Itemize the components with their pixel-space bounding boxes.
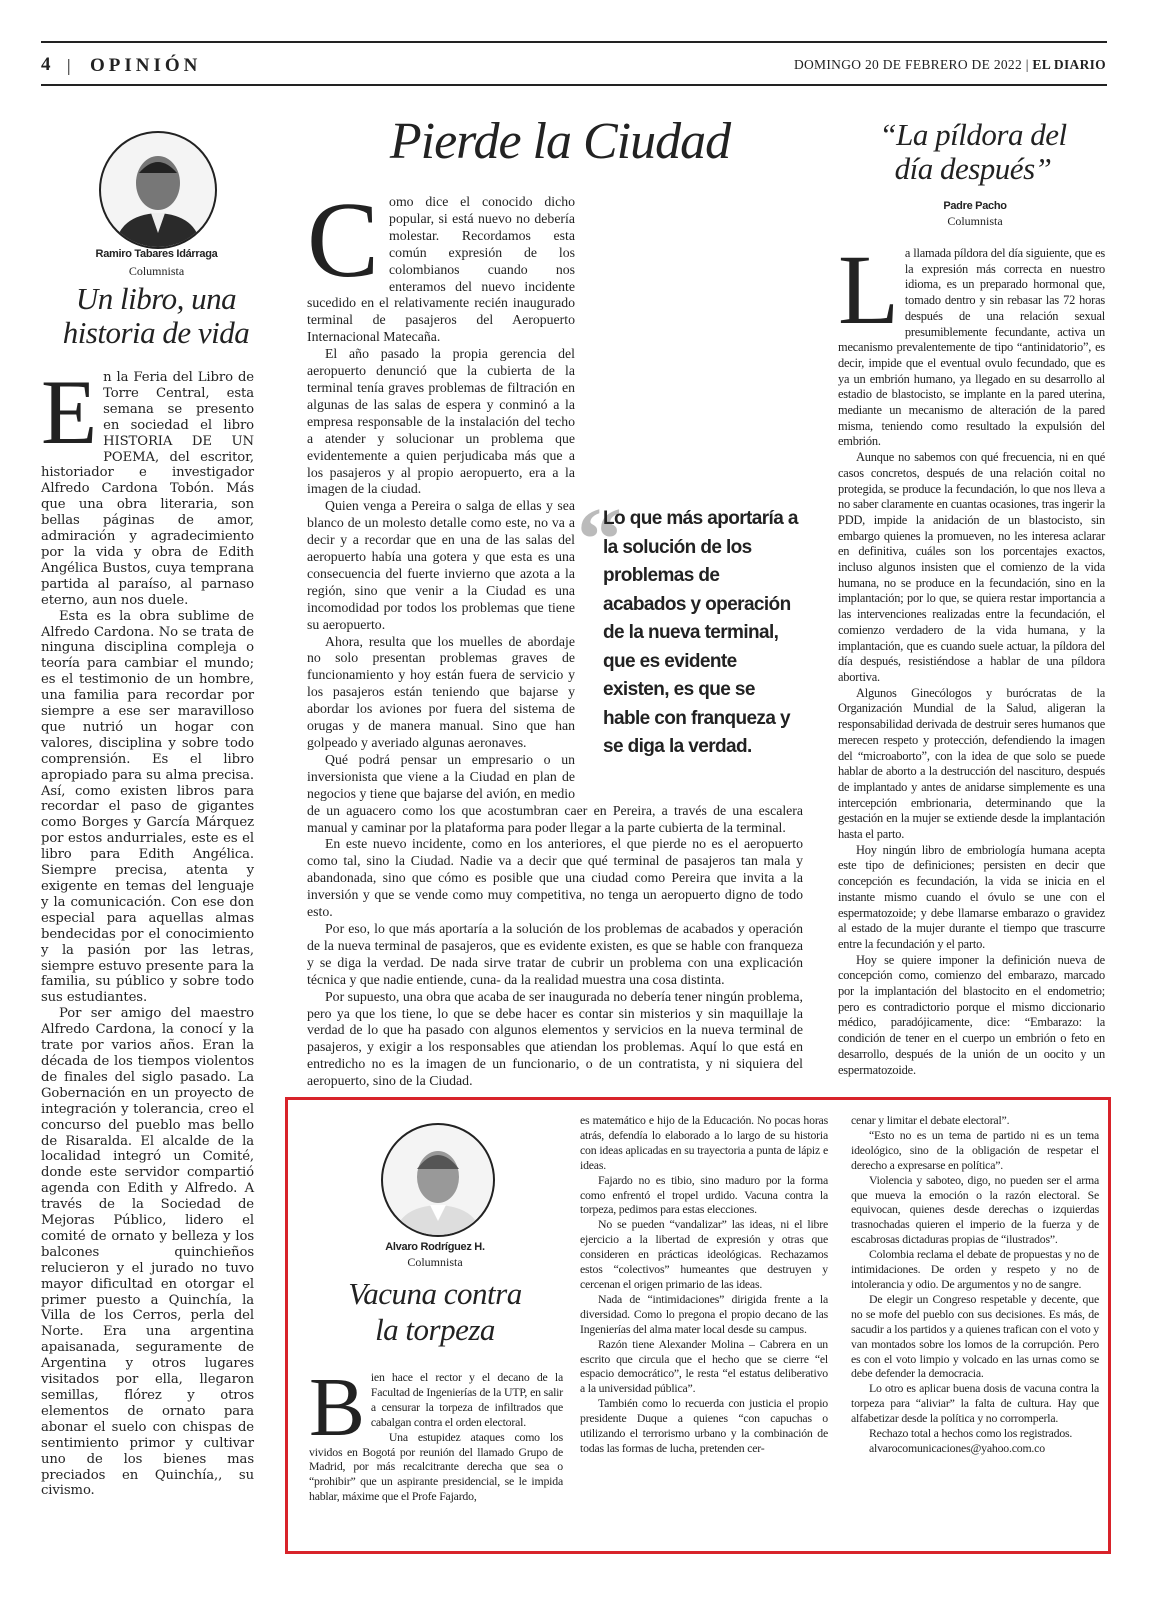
paragraph: Algunos Ginecólogos y burócratas de la Organización Mundial de la Salud, aligeran la responsabilidad derivada de destruir seres humanos que merecen respeto y protección, defendiendo la imagen del “microaborto”, con la idea de que solo se puede hablar de aborto a la destrucción del nascituro, después de implantado y antes de anidarse simplemente es una intercepción embrionaria, determinando que la gestación en la mujer se extiende desde la implantación hasta el parto.	[838, 685, 1105, 842]
pull-quote-text: Lo que más aportaría a la solución de los problemas de acabados y operación de la nueva terminal, que es evidente existen, es que se hable con franqueza y se diga la verdad.	[603, 508, 798, 757]
editorial-title: Pierde la Ciudad	[389, 113, 731, 170]
paragraph: Aunque no sabemos con qué frecuencia, ni en qué casos concretos, después de una relación coital no protegida, se produce la fecundación, lo que nos lleva a no saber claramente en cuantas ocasiones, tras ingerir la PDD, impide la anidación de un blastocisto, sin embargo quienes la promueven, no les interesa aclarar en definitiva, cuáles son los porcentajes exactos, incluso algunos insisten que el comienzo de la vida humana, no se produce en la fecundación, sino en la implantación; por lo que, se quiera restar importancia a las intervenciones realizadas entre la fecundación, el comienzo verdadero de la vida humana, y la implantación, que es cuando suele actuar, la píldora del día después, resistiéndose a hablar de una píldora abortiva.	[838, 450, 1105, 684]
drop-cap: E	[41, 361, 98, 463]
column-title-line2: historia de vida	[62, 315, 250, 350]
paragraph: En la Feria del Libro de Torre Central, esta semana se presento en sociedad el libro HISTORIA DE UN POEMA, del escritor, historiador e investigador Alfredo Cardona Tobón. Más que una obra literaria, son bellas páginas de amor, admiración y agradecimiento por la vida y obra de Edith Angélica Bustos, cuya temprana partida al paraíso, al parnaso eterno, aun nos duele.	[41, 361, 254, 608]
paragraph: Colombia reclama el debate de propuestas y no de intimidaciones. De orden y respeto y no de intolerancia y odio. De argumentos y no de sangre.	[851, 1247, 1099, 1291]
right-author-role: Columnista	[947, 214, 1003, 228]
paragraph: Nada de “intimidaciones” dirigida frente a la diversidad. Como lo pregona el propio decano de las Ingenierías del alma mater local desde su campus.	[580, 1291, 828, 1336]
paragraph: El año pasado la propia gerencia del aeropuerto denunció que la cubierta de la terminal tenía graves problemas de filtración en algunas de las salas de espera y conminó a la empresa responsable de la instalación del techo a atender y solucionar un problema que evidentemente a quien perjudicaba más que a los pasajeros y al propio aeropuerto, era a la imagen de la ciudad.	[307, 346, 575, 497]
right-column-title	[848, 118, 1098, 186]
quote-mark-icon: “	[577, 490, 622, 589]
paragraph: Esta es la obra sublime de Alfredo Cardona. No se trata de ninguna disciplina compleja o teoría para cambiar el mundo; es el testimonio de un hombre, una familia para recordar por siempre a ese ser maravilloso que nutrió un hogar con valores, disciplina y sobre todo comprensión. Es el libro apropiado para su alma precisa. Así, como existen libros para recordar el paso de gigantes como Borges y García Márquez por estos andurriales, este es el libro para Edith Angélica. Siempre precisa, atenta y exigente en temas del lenguaje y la comunicación. Con ese don especial para aquellas almas bendecidas por el conocimiento y la pasión por las letras, siempre estuvo presente para la familia, su público y sobre todo sus estudiantes.	[41, 608, 254, 1006]
paragraph: Fajardo no es tibio, sino maduro por la forma como enfrentó el tropel urdido. Vacuna contra la torpeza, pedimos para estas elecciones.	[580, 1172, 828, 1217]
boxed-author-role: Columnista	[407, 1255, 463, 1269]
top-rule	[41, 41, 1107, 43]
paragraph: Qué podrá pensar un empresario o un inversionista que viene a la Ciudad en plan de negocios y tiene que bajarse del avión, en medio de un aguacero como los que acostumbran caer en Pereira, a través de una escalera manual y caminar por la plataforma para poder llegar a la parte cubierta de la terminal.	[307, 751, 803, 835]
boxed-title-line1: Vacuna contra	[348, 1276, 522, 1311]
email-link[interactable]: alvarocomunicaciones@yahoo.com.co	[869, 1440, 1045, 1455]
boxed-author-name: Alvaro Rodríguez H.	[385, 1241, 485, 1253]
paragraph: Por eso, lo que más aportaría a la solución de los problemas de acabados y operación de la nueva terminal de pasajeros, que es evidente existen, es que se hable con franqueza y se diga la verdad. De nada sirve tratar de cubrir un problema con una explicación técnica y que nadie entiende, cuna- da la realidad muestra una cosa distinta.	[307, 920, 803, 987]
column-title	[40, 282, 272, 350]
right-title-line1: “La píldora del	[879, 117, 1067, 152]
paragraph: Bien hace el rector y el decano de la Facultad de Ingenierías de la UTP, en salir a censurar la torpeza de infiltrados que cabalgan contra el orden electoral.	[309, 1361, 563, 1454]
column-body	[41, 361, 254, 1499]
paragraph: De elegir un Congreso respetable y decente, que no se mofe del pueblo con sus decisiones. Es más, de sacudir a los partidos y a quienes trafican con el voto y van montados sobre los lomos de la corrupción. Pero es con el voto limpio y volcado en las urnas como se debe defender la democracia.	[851, 1291, 1099, 1381]
author-role: Columnista	[128, 264, 185, 278]
paragraph: Lo otro es aplicar buena dosis de vacuna contra la torpeza para “aliviar” la falta de cultura. Hay que alfabetizar desde la política y no corromperla.	[851, 1381, 1099, 1426]
column-title-line1: Un libro, una	[75, 281, 237, 316]
paragraph: Violencia y saboteo, digo, no pueden ser el arma que mueva la emoción o la razón electoral. Se equivocan, quienes desde derechas o izquierdas trasnochadas quieren el imperio de la fuerza y de escabrosas dictaduras propias de “ilustrados”.	[851, 1172, 1099, 1247]
paragraph: Por supuesto, una obra que acaba de ser inaugurada no debería tener ningún problema, pero ya que los tiene, lo que se debe hacer es contar sin misterios y sin maquillaje la verdad de lo que ha pasado con algunos elementos y servicios en la nueva terminal de pasajeros, y exigir a los responsables que atiendan los problemas. Aquí lo que está en entredicho no es la imagen de un funcionario, o de un contratista, y ni siquiera del aeropuerto, sino de la Ciudad.	[307, 988, 803, 1089]
right-column-body	[838, 234, 1105, 1078]
drop-cap: B	[309, 1361, 365, 1454]
boxed-col2	[580, 1113, 828, 1456]
paragraph: cenar y limitar el debate electoral”.	[851, 1113, 1010, 1127]
paragraph: Rechazo total a hechos como los registrados.	[869, 1426, 1073, 1441]
paragraph: Hoy ningún libro de embriología humana acepta este tipo de definiciones; persisten en decir que concepción es fecundación, la vida se inicia en el instante mismo cuando el óvulo se une con el espermatozoide; y debe llamarse embarazo o gravidez al estado de la mujer durante el tiempo que trascurre entre la fecundación y el parto.	[838, 842, 1105, 951]
header-bottom-rule	[41, 84, 1107, 86]
header-date: DOMINGO 20 DE FEBRERO DE 2022 | EL DIARIO	[793, 57, 1106, 72]
section-name: OPINIÓN	[90, 55, 202, 76]
paragraph: En este nuevo incidente, como en los anteriores, el que pierde no es el aeropuerto como tal, sino la Ciudad. Nadie va a decir que qué terminal de pasajeros tan mala y abandonada, sino que cómo es posible que una ciudad como Pereira que invita a la inversión y que se vende como muy competitiva, no tenga un aeropuerto digno de todo esto.	[307, 836, 803, 920]
header-separator: |	[66, 56, 72, 75]
paragraph: Quien venga a Pereira o salga de ellas y sea blanco de un molesto detalle como este, no va a decir y a recordar que en una de las salas del aeropuerto había una gotera y que esta es una consecuencia del fuerte invierno que azota a la región, sino que venir a la Ciudad es una incomodidad por todos los problemas que tiene su aeropuerto.	[307, 498, 575, 632]
paragraph: Una estupidez ataques como los vividos en Bogotá por reunión del llamado Grupo de Madrid, por más recalcitrante derecha que sea o “prohibir” que un aspirante presidencial, se le impida hablar, máxime que el Profe Fajardo,	[309, 1429, 563, 1504]
paragraph: Razón tiene Alexander Molina – Cabrera en un escrito que circula que el hecho que se cierre “el espacio democrático”, le resta “el estatus deliberativo a la universidad pública”.	[580, 1336, 828, 1396]
paragraph: Hoy se quiere imponer la definición nueva de concepción como, comienzo del embarazo, marcado por la implantación del blastocito en el endometrio; pero es contradictorio porque el mismo diccionario médico, paradójicamente, dice: “Embarazo: la condición de tener en el cuerpo un embrión o feto en desarrollo, después de la unión de un oocito y un espermatozoide.	[838, 952, 1105, 1077]
date-text: DOMINGO 20 DE FEBRERO DE 2022	[793, 57, 1023, 72]
right-author-name: Padre Pacho	[943, 200, 1007, 212]
drop-cap: L	[838, 234, 899, 345]
paragraph: Por ser amigo del maestro Alfredo Cardona, la conocí y la trate por varios años. Eran la década de los tiempos violentos de finales del siglo pasado. La Gobernación en un proyecto de integración y tolerancia, creo el concurso del pueblo mas bello de Risaralda. El alcalde de la localidad integró un Comité, donde este servidor compartió agenda con Edith y Alfredo. A través de la Sociedad de Mejoras Público, lidero el comité de ornato y belleza y los balcones quinchieños relucieron y el jurado no tuvo mayor dificultad en otorgar el primer puesto a Quinchía, la Villa de los Cerros, perla del Norte. Era una argentina apaisanada, seguramente de Argentina y otros lugares visitados por ella, llegaron semillas, flórez y otros elementos de ornato para abonar el suelo con chispas de sentimiento primor y cultivar uno de los bienes mas preciados en Quinchía,, su civismo.	[41, 1006, 254, 1499]
newspaper-name: EL DIARIO	[1032, 57, 1106, 72]
portrait-icon	[101, 133, 215, 247]
author-photo-avatar	[99, 131, 217, 249]
boxed-title-line2: la torpeza	[375, 1312, 495, 1347]
paragraph: es matemático e hijo de la Educación. No pocas horas atrás, defendía lo elaborado a lo largo de su historia con ideas aplicadas en su trayectoria a punta de lápiz e ideas.	[580, 1113, 828, 1172]
right-title-line2: día después”	[894, 151, 1052, 186]
paragraph: También como lo recuerda con justicia el propio presidente Duque a quienes “con capuchas o utilizando el terrorismo urbano y la combinación de todas las formas de lucha, pretenden cer-	[580, 1396, 828, 1455]
page-number: 4	[41, 54, 52, 75]
paragraph: Como dice el conocido dicho popular, si está nuevo no debería molestar. Recordamos esta común expresión de los colombianos cuando nos enteramos del nuevo incidente sucedido en el relativamente recién inaugurado terminal de pasajeros del Aeropuerto Internacional Matecaña.	[307, 181, 575, 345]
drop-cap: C	[307, 181, 380, 300]
paragraph: La llamada píldora del día siguiente, que es la expresión más correcta en nuestro idioma, es un preparado hormonal que, tomado dentro y sin rebasar las 72 horas después de una relación sexual presumiblemente fecundante, activa un mecanismo prevalentemente de tipo “antinidatorio”, es decir, impide que el eventual ovulo fecundado, que es ya un embrión humano, ya llegado en su desarrollo al estadio de blastocisto, se implante en la pared uterina, mediante un mecanismo de alteración de la pared misma, teniendo como resultado la expulsión del embrión.	[838, 234, 1105, 449]
author-name: Ramiro Tabares Idárraga	[95, 248, 218, 260]
paragraph: No se pueden “vandalizar” las ideas, ni el libre ejercicio a la libertad de expresión y otras que consideren en prácticas ideológicas. Rechazamos estos “colectivos” humeantes que destruyen y cercenan el origen primario de las ideas.	[580, 1217, 828, 1291]
boxed-col3	[851, 1113, 1099, 1456]
paragraph: Ahora, resulta que los muelles de abordaje no solo presentan problemas graves de funcionamiento y hoy están fuera de servicio y los pasajeros están teniendo que bajarse y abordar los aviones por fuera del sistema de orugas y de manera manual. Sino que han golpeado y averiado algunas aeronaves.	[307, 633, 575, 750]
portrait-icon	[383, 1125, 493, 1235]
boxed-column-title	[315, 1276, 555, 1348]
boxed-author-avatar	[381, 1123, 495, 1237]
boxed-col1	[309, 1361, 563, 1504]
paragraph: “Esto no es un tema de partido ni es un tema ideológico, sino de la obligación de respetar el derecho a expresarse en política”.	[851, 1127, 1099, 1172]
